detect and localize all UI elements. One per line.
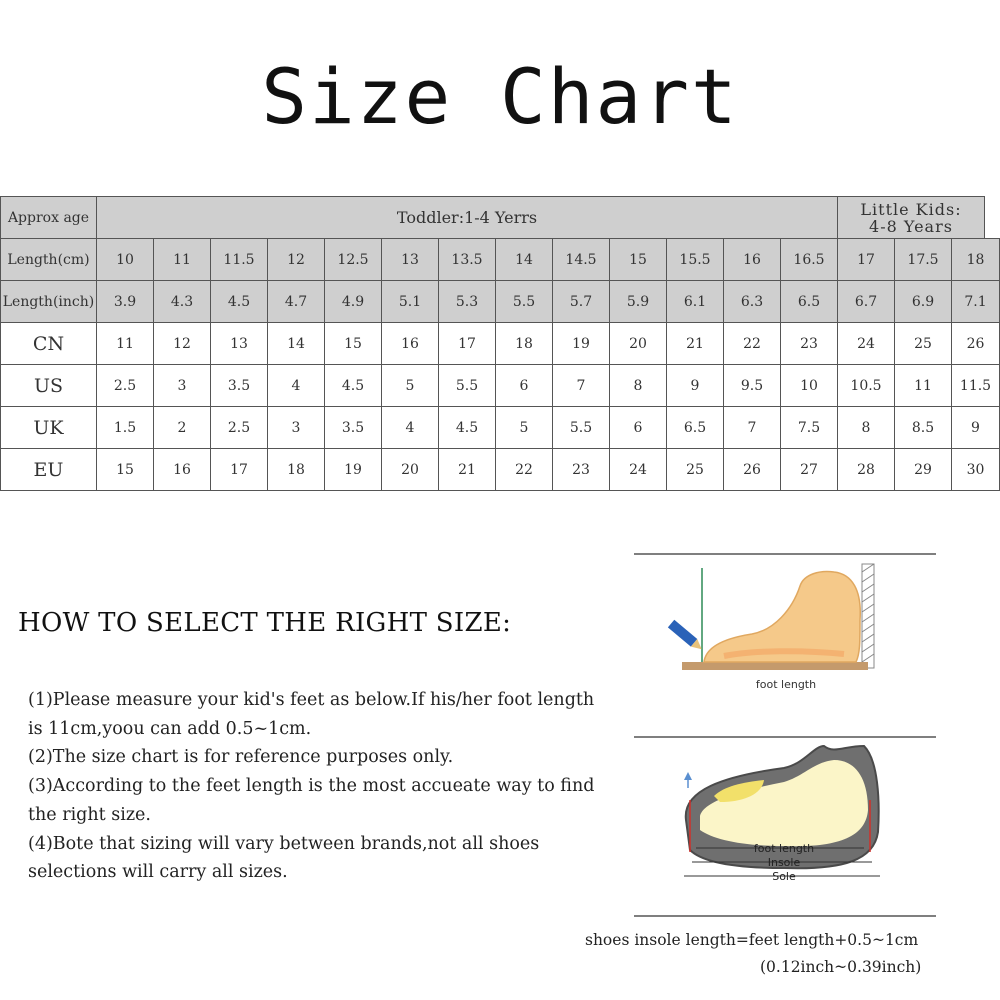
- size-cell: 13: [382, 239, 439, 281]
- floor: [682, 662, 868, 670]
- size-cell: 15: [97, 449, 154, 491]
- size-cell: 7.1: [952, 281, 1000, 323]
- age-group-row: [1, 197, 1000, 239]
- shoe-foot-length-label: foot length: [753, 842, 815, 855]
- size-cell: 4.3: [154, 281, 211, 323]
- size-cell: 5.5: [553, 407, 610, 449]
- size-cell: 2: [154, 407, 211, 449]
- size-cell: 7.5: [781, 407, 838, 449]
- size-cell: 5.5: [496, 281, 553, 323]
- size-cell: 26: [952, 323, 1000, 365]
- size-row: [1, 239, 1000, 281]
- size-cell: 10: [781, 365, 838, 407]
- size-cell: 12: [268, 239, 325, 281]
- size-cell: 3.5: [211, 365, 268, 407]
- size-cell: 25: [667, 449, 724, 491]
- size-cell: 11: [895, 365, 952, 407]
- size-cell: 6.7: [838, 281, 895, 323]
- size-cell: 22: [496, 449, 553, 491]
- size-cell: 6.9: [895, 281, 952, 323]
- size-cell: 16: [724, 239, 781, 281]
- size-cell: 16.5: [781, 239, 838, 281]
- size-cell: 15: [325, 323, 382, 365]
- size-cell: 3: [154, 365, 211, 407]
- size-cell: 23: [781, 323, 838, 365]
- size-cell: 4.5: [211, 281, 268, 323]
- row-label: Length(inch): [1, 281, 97, 323]
- foot-length-label: foot length: [755, 678, 817, 691]
- insole-inch-caption: (0.12inch~0.39inch): [760, 958, 922, 976]
- wall: [862, 564, 874, 668]
- size-row: [1, 365, 1000, 407]
- size-cell: 17: [439, 323, 496, 365]
- size-cell: 8: [610, 365, 667, 407]
- size-cell: 5.7: [553, 281, 610, 323]
- size-chart-table: [0, 196, 1000, 491]
- size-cell: 4.7: [268, 281, 325, 323]
- size-cell: 17: [838, 239, 895, 281]
- size-cell: 17.5: [895, 239, 952, 281]
- size-cell: 5: [496, 407, 553, 449]
- size-cell: 25: [895, 323, 952, 365]
- size-cell: 3.5: [325, 407, 382, 449]
- size-cell: 13.5: [439, 239, 496, 281]
- size-cell: 7: [553, 365, 610, 407]
- size-cell: 11.5: [211, 239, 268, 281]
- size-cell: 30: [952, 449, 1000, 491]
- size-cell: 10: [97, 239, 154, 281]
- size-cell: 4: [268, 365, 325, 407]
- size-row: [1, 407, 1000, 449]
- size-cell: 11.5: [952, 365, 1000, 407]
- insole-formula-caption: shoes insole length=feet length+0.5~1cm: [585, 931, 919, 949]
- size-cell: 5: [382, 365, 439, 407]
- little-kids-line1: Little Kids:: [860, 199, 962, 219]
- little-kids-group-header: [838, 197, 985, 239]
- size-cell: 22: [724, 323, 781, 365]
- size-cell: 20: [610, 323, 667, 365]
- size-cell: 15.5: [667, 239, 724, 281]
- approx-age-label: Approx age: [1, 197, 97, 239]
- size-cell: 5.9: [610, 281, 667, 323]
- page-title: Size Chart: [261, 52, 739, 141]
- size-cell: 4.5: [439, 407, 496, 449]
- pencil-icon: [668, 620, 705, 653]
- size-cell: 12: [154, 323, 211, 365]
- how-to-line: (1)Please measure your kid's feet as below.If his/her foot length is 11cm,yoou can add 0.5~1cm.: [28, 690, 595, 739]
- size-cell: 9.5: [724, 365, 781, 407]
- insole-label: Insole: [767, 856, 801, 869]
- size-cell: 15: [610, 239, 667, 281]
- size-cell: 14: [496, 239, 553, 281]
- foot-length-panel: [668, 564, 874, 691]
- size-cell: 3: [268, 407, 325, 449]
- size-cell: 11: [154, 239, 211, 281]
- size-cell: 14.5: [553, 239, 610, 281]
- size-cell: 10.5: [838, 365, 895, 407]
- how-to-list: [28, 686, 608, 887]
- how-to-line: (4)Bote that sizing will vary between brands,not all shoes selections will carry all sizes.: [28, 833, 540, 883]
- row-label: UK: [1, 407, 97, 449]
- row-label: Length(cm): [1, 239, 97, 281]
- size-cell: 2.5: [211, 407, 268, 449]
- how-to-line: (2)The size chart is for reference purposes only.: [28, 747, 454, 768]
- size-cell: 1.5: [97, 407, 154, 449]
- size-cell: 11: [97, 323, 154, 365]
- size-cell: 9: [667, 365, 724, 407]
- size-cell: 4.9: [325, 281, 382, 323]
- row-label: US: [1, 365, 97, 407]
- how-to-line: (3)According to the feet length is the most accueate way to find the right size.: [28, 776, 595, 825]
- size-cell: 8: [838, 407, 895, 449]
- size-cell: 20: [382, 449, 439, 491]
- size-cell: 6.1: [667, 281, 724, 323]
- shoe-panel: [684, 746, 880, 883]
- size-cell: 29: [895, 449, 952, 491]
- size-cell: 13: [211, 323, 268, 365]
- size-cell: 18: [496, 323, 553, 365]
- size-cell: 2.5: [97, 365, 154, 407]
- toddler-group-header: Toddler:1-4 Yerrs: [97, 197, 838, 239]
- size-row: [1, 449, 1000, 491]
- little-kids-line2: 4-8 Years: [869, 216, 953, 236]
- size-cell: 6.5: [781, 281, 838, 323]
- size-cell: 18: [268, 449, 325, 491]
- size-cell: 24: [838, 323, 895, 365]
- sole-label: Sole: [772, 870, 796, 883]
- size-cell: 26: [724, 449, 781, 491]
- size-cell: 28: [838, 449, 895, 491]
- size-cell: 24: [610, 449, 667, 491]
- size-cell: 21: [439, 449, 496, 491]
- size-cell: 6.5: [667, 407, 724, 449]
- size-cell: 3.9: [97, 281, 154, 323]
- size-cell: 12.5: [325, 239, 382, 281]
- size-cell: 16: [382, 323, 439, 365]
- size-cell: 17: [211, 449, 268, 491]
- size-cell: 6.3: [724, 281, 781, 323]
- row-label: EU: [1, 449, 97, 491]
- size-cell: 27: [781, 449, 838, 491]
- size-cell: 9: [952, 407, 1000, 449]
- size-cell: 19: [325, 449, 382, 491]
- size-cell: 5.1: [382, 281, 439, 323]
- size-cell: 6: [610, 407, 667, 449]
- size-cell: 6: [496, 365, 553, 407]
- size-cell: 4.5: [325, 365, 382, 407]
- row-label: CN: [1, 323, 97, 365]
- size-row: [1, 281, 1000, 323]
- how-to-title: HOW TO SELECT THE RIGHT SIZE:: [18, 608, 512, 638]
- size-cell: 5.5: [439, 365, 496, 407]
- size-cell: 14: [268, 323, 325, 365]
- size-cell: 18: [952, 239, 1000, 281]
- size-cell: 19: [553, 323, 610, 365]
- size-row: [1, 323, 1000, 365]
- size-cell: 7: [724, 407, 781, 449]
- foot-measure-illustration: [634, 550, 936, 918]
- size-cell: 23: [553, 449, 610, 491]
- size-cell: 5.3: [439, 281, 496, 323]
- size-cell: 16: [154, 449, 211, 491]
- size-cell: 4: [382, 407, 439, 449]
- size-cell: 8.5: [895, 407, 952, 449]
- size-cell: 21: [667, 323, 724, 365]
